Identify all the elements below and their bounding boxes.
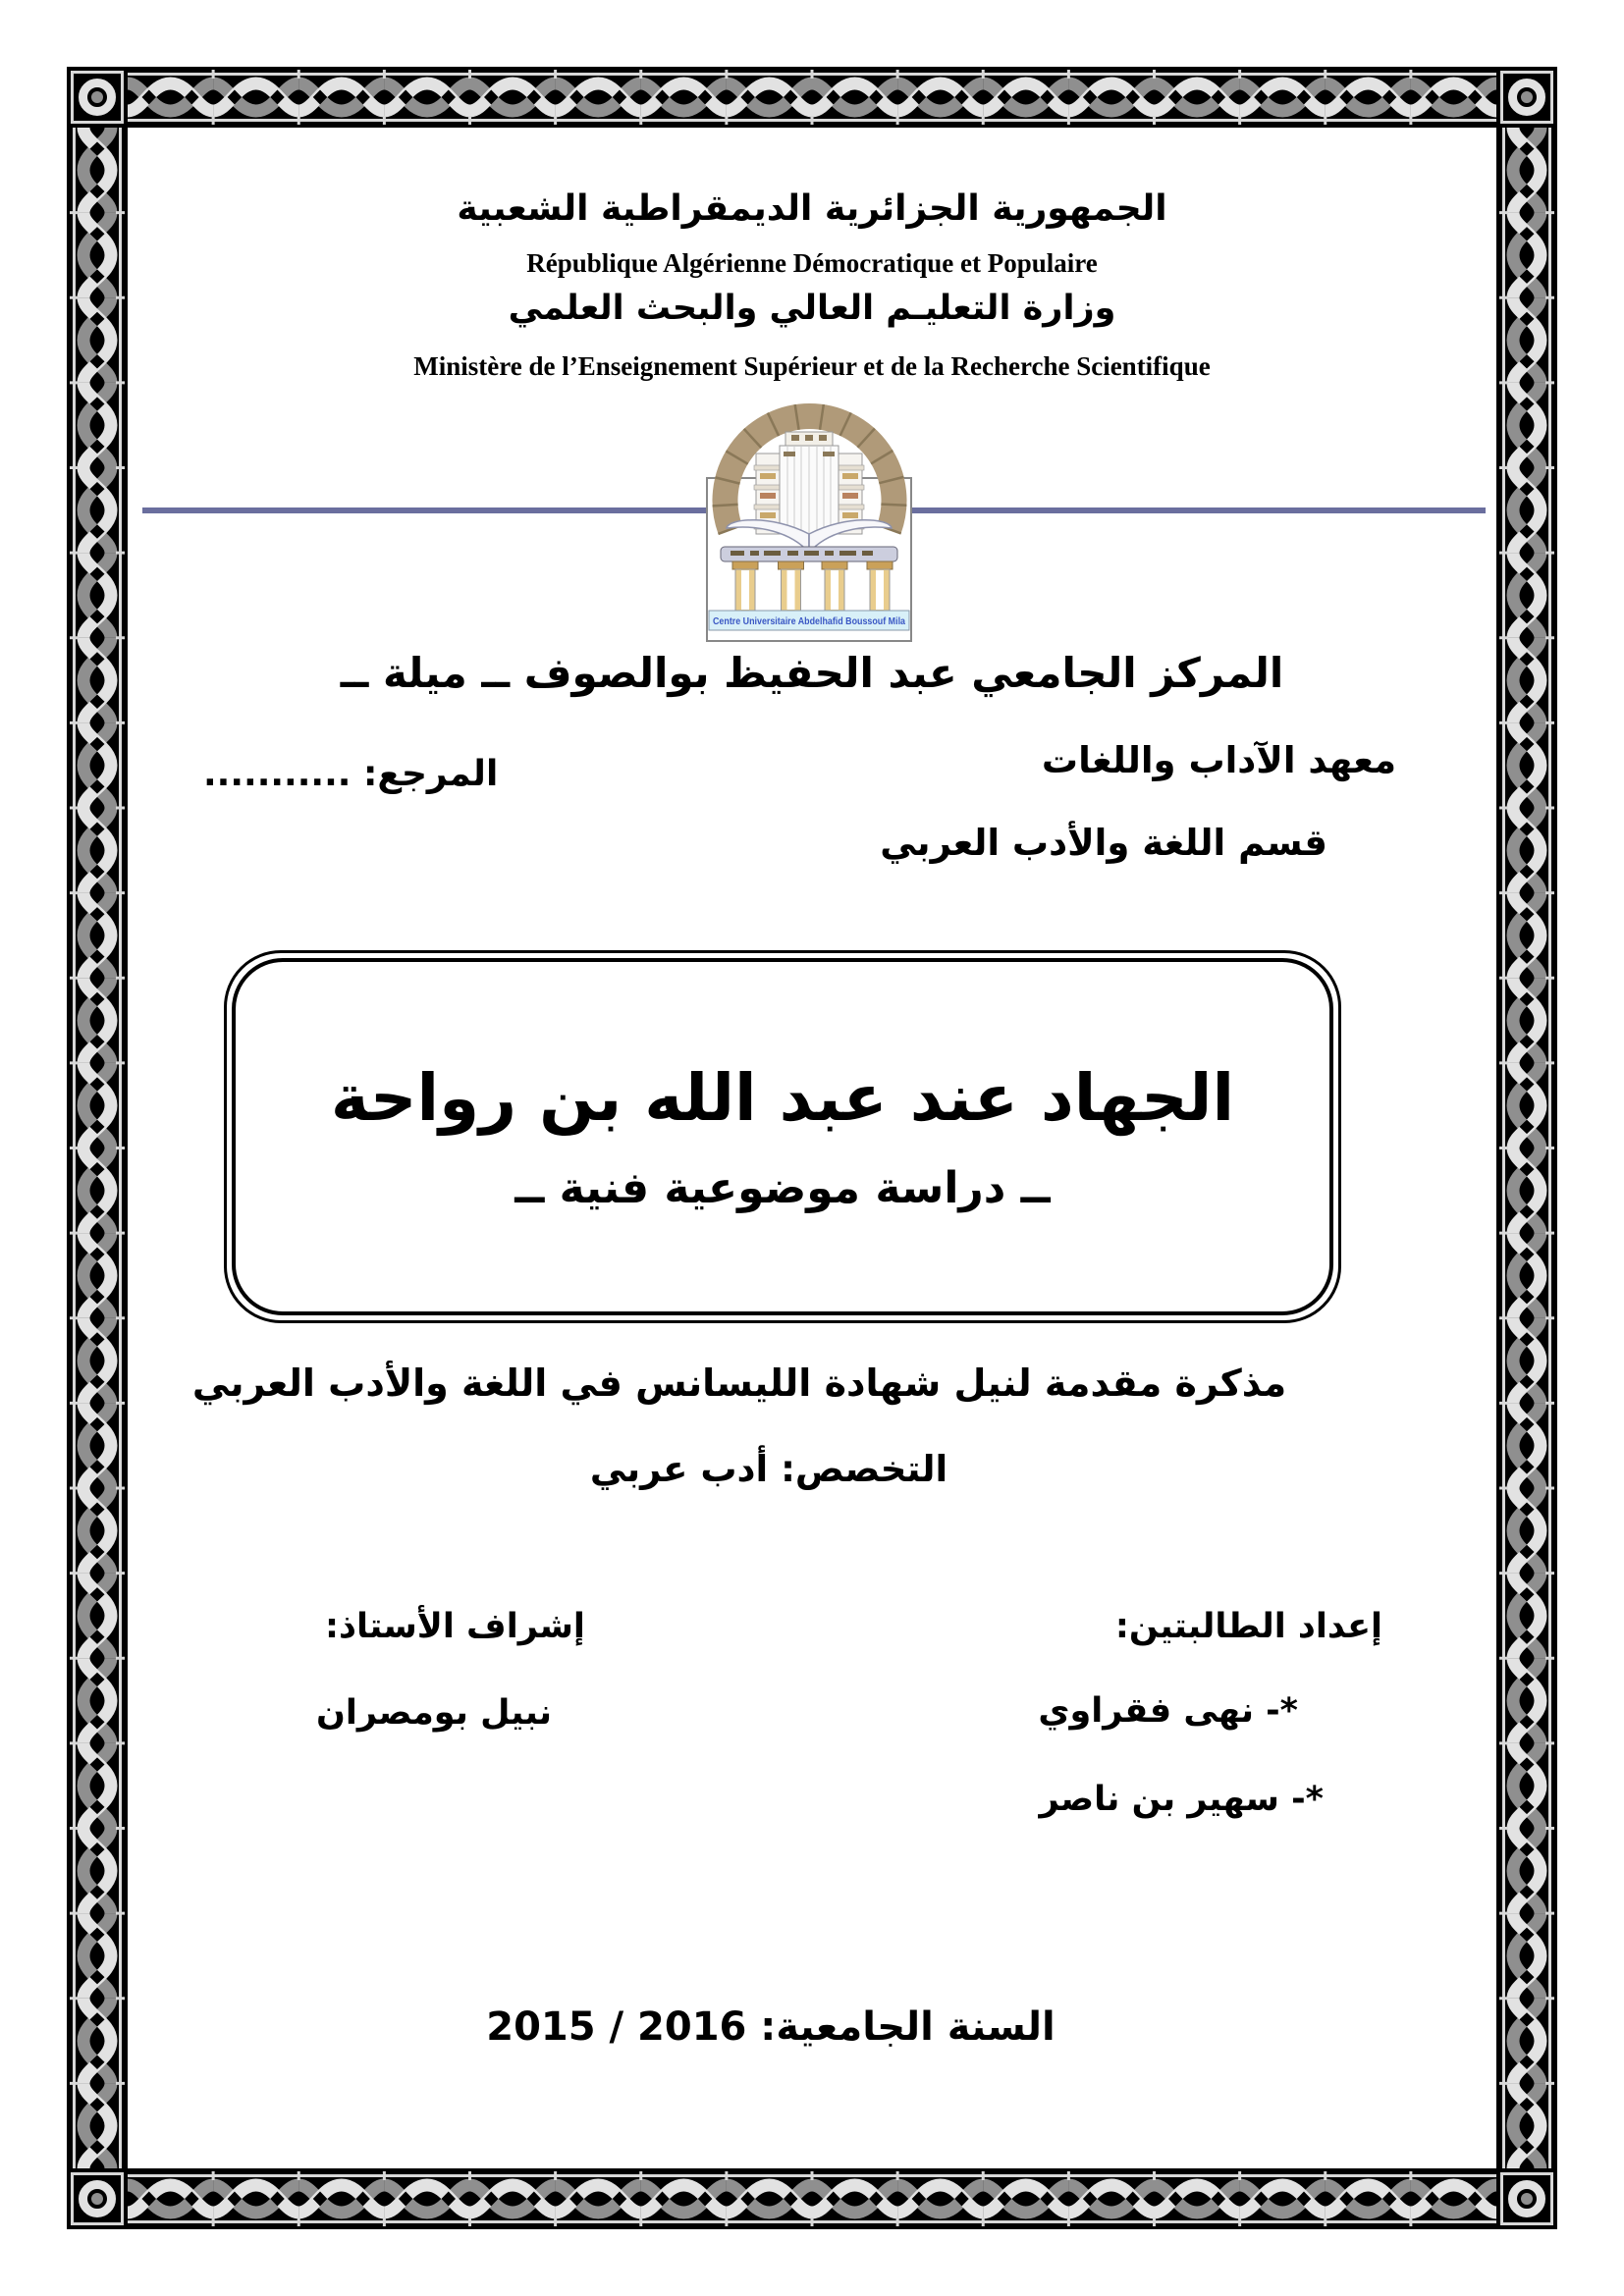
- department-name: قسم اللغة والأدب العربي: [880, 822, 1327, 864]
- logo-platform: [721, 547, 897, 561]
- frame-corner-top-left: [67, 67, 128, 128]
- frame-border-bottom: [128, 2168, 1496, 2229]
- thesis-subtitle: ــ دراسة موضوعية فنية ــ: [514, 1163, 1051, 1213]
- university-center-name: المركز الجامعي عبد الحفيظ بوالصوف ــ ميلة ــ: [340, 649, 1284, 697]
- frame-corner-bottom-left: [67, 2168, 128, 2229]
- thesis-description: مذكرة مقدمة لنيل شهادة الليسانس في اللغة والأدب العربي: [191, 1362, 1287, 1405]
- frame-border-left: [67, 128, 128, 2168]
- thesis-specialty: التخصص: أدب عربي: [589, 1448, 948, 1490]
- logo-caption-text: Centre Universitaire Abdelhafid Boussouf Mila: [713, 616, 906, 627]
- reference-field: المرجع: ...........: [203, 754, 499, 794]
- thesis-title-box: [224, 950, 1341, 1323]
- thesis-title: الجهاد عند عبد الله بن رواحة: [330, 1060, 1235, 1136]
- university-logo: [703, 402, 915, 644]
- students-label: إعداد الطالبتين:: [1114, 1607, 1382, 1646]
- frame-corner-top-right: [1496, 67, 1557, 128]
- supervisor-label: إشراف الأستاذ:: [325, 1607, 585, 1646]
- republic-name-arabic: الجمهورية الجزائرية الديمقراطية الشعبية: [457, 188, 1167, 229]
- supervisor-name: نبيل بومصران: [316, 1693, 553, 1733]
- ministry-name-french: Ministère de l’Enseignement Supérieur et de la Recherche Scientifique: [413, 351, 1211, 381]
- logo-tower: [780, 432, 839, 534]
- frame-border-right: [1496, 128, 1557, 2168]
- frame-border-top: [128, 67, 1496, 128]
- institute-name: معهد الآداب واللغات: [1041, 739, 1396, 781]
- student-name-2: *- سهير بن ناصر: [1039, 1780, 1324, 1819]
- ministry-name-arabic: وزارة التعليـم العالي والبحث العلمي: [508, 289, 1116, 328]
- academic-year: السنة الجامعية: 2016 / 2015: [486, 2004, 1056, 2050]
- republic-name-french: République Algérienne Démocratique et Populaire: [526, 248, 1098, 278]
- frame-corner-bottom-right: [1496, 2168, 1557, 2229]
- thesis-title-box-inner: [232, 958, 1333, 1315]
- student-name-1: *- نهى فقراوي: [1038, 1691, 1298, 1731]
